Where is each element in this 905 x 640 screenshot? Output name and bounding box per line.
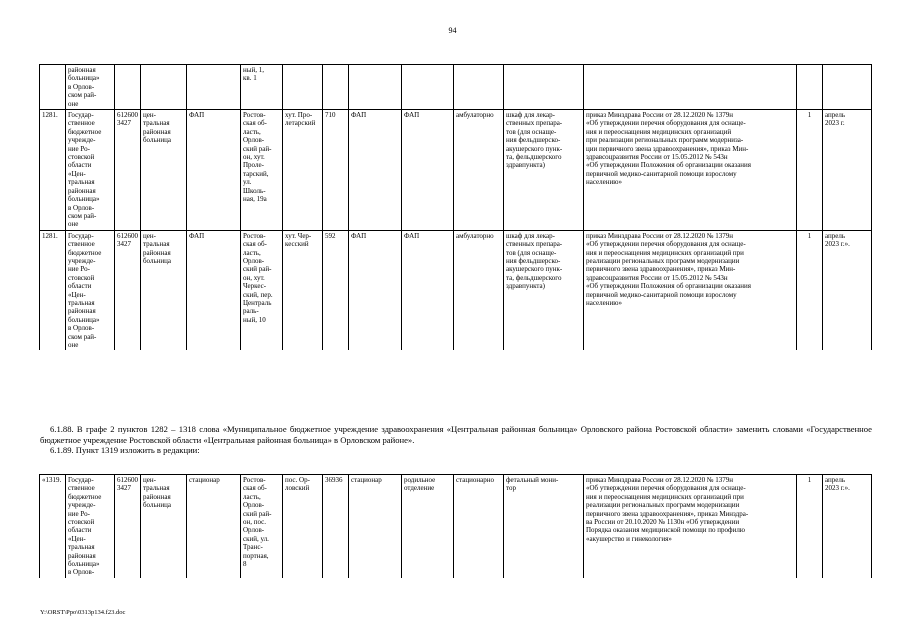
- table-cell: [584, 230, 797, 350]
- table-cell: [40, 65, 66, 110]
- cell-text: шкаф для лекар- ственных препара- тов (для оснаще- ния фельдшерско- акушерского пунк- та, фельдшерского здравпункта): [506, 231, 563, 291]
- table-row: [40, 65, 872, 110]
- cell-text: Ростов- ская об- ласть, Орлов- ский рай- он, хут. Черкес- ский, пер. Централь раль- ный, 10: [243, 231, 273, 324]
- cell-text: хут. Про- летарский: [285, 111, 316, 128]
- table-cell: [241, 65, 283, 110]
- table-cell: [584, 110, 797, 231]
- cell-text: 612600 3427: [117, 231, 138, 249]
- cell-text: апрель 2023 г.».: [825, 231, 850, 249]
- cell-text: 1281.: [42, 231, 58, 240]
- table-cell: [187, 110, 241, 231]
- table-cell: [402, 110, 454, 231]
- table-cell: [349, 475, 402, 578]
- table-cell: [402, 65, 454, 110]
- cell-text: ФАП: [404, 231, 420, 240]
- table-cell: [823, 110, 872, 231]
- table-cell: [454, 475, 504, 578]
- paragraph-6-1-88: 6.1.88. В графе 2 пунктов 1282 – 1318 слова «Муниципальное бюджетное учреждение здравоохранения «Центральная районная больница» Орловского района Ростовской области» заменить словами «Государственное бюджетное учреждение Ростовской области «Центральная районная больница» в Орловском районе».: [40, 424, 872, 445]
- page-number: 94: [448, 26, 457, 35]
- cell-text: амбулаторно: [456, 111, 494, 120]
- cell-text: приказ Минздрава России от 28.12.2020 № 1379н «Об утверждении перечня оборудования для оснаще- ния и переоснащения медицинских организаций при реализации региональных программ модерниза- ции первичного звена здравоохранения», приказ Мин- здравсоцразвития России от 15.05.2012 № 543н «Об утверждении Положения об организации оказания первичной медико-санитарной помощи взрослому населению»: [586, 111, 752, 187]
- table-cell: [504, 475, 584, 578]
- footer-file-path: Y:\ORST\Ppo\0313p134.f23.doc: [40, 609, 126, 616]
- cell-text: ФАП: [404, 111, 420, 120]
- table-cell: [40, 230, 66, 350]
- table-cell: [141, 230, 187, 350]
- table-cell: [797, 230, 823, 350]
- table-row: [40, 110, 872, 231]
- cell-text: Ростов- ская об- ласть, Орлов- ский рай- он, хут. Проле- тарский, ул. Школь- ная, 19а: [243, 111, 272, 204]
- table-cell: [283, 65, 323, 110]
- table-cell: [187, 475, 241, 578]
- cell-text: 1: [807, 231, 812, 240]
- table-cell: [823, 475, 872, 578]
- table-cell: [323, 65, 349, 110]
- cell-text: фетальный мони- тор: [506, 476, 559, 493]
- cell-text: 710: [325, 111, 336, 120]
- cell-text: приказ Минздрава России от 28.12.2020 № 1379н «Об утверждении перечня оборудования для оснаще- ния и переоснащения медицинских организаций при реализации региональных программ модернизации первичного звена здравоохранения», приказ Минздра- ва России от 20.10.2020 № 1130н «Об утверждении Порядка оказания медицинской помощи по профилю «акушерство и гинекология»: [586, 476, 749, 543]
- cell-text: 1: [807, 476, 812, 484]
- cell-text: апрель 2023 г.».: [825, 476, 850, 493]
- table-cell: [454, 110, 504, 231]
- table-cell: [141, 475, 187, 578]
- table-cell: [283, 475, 323, 578]
- cell-text: районная больница» в Орлов- ском рай- оне: [68, 66, 100, 108]
- table-cell: [115, 475, 141, 578]
- cell-text: апрель 2023 г.: [825, 111, 846, 128]
- table-cell: [283, 230, 323, 350]
- cell-text: стационар: [189, 476, 220, 484]
- cell-text: Государ- ственное бюджетное учрежде- ние Ро- стовской области «Цен- тральная районная больница» в Орлов-: [68, 476, 102, 577]
- cell-text: Государ- ственное бюджетное учрежде- ние Ро- стовской области «Цен- тральная районная больница» в Орлов- ском рай- оне: [68, 231, 102, 349]
- cell-text: пос. Ор- ловский: [285, 476, 310, 493]
- table-new-item: [39, 474, 872, 578]
- cell-text: амбулаторно: [456, 231, 494, 240]
- table-cell: [349, 230, 402, 350]
- table-cell: [241, 475, 283, 578]
- cell-text: 1281.: [42, 111, 58, 120]
- cell-text: 592: [325, 231, 336, 240]
- table-cell: [349, 110, 402, 231]
- cell-text: Ростов- ская об- ласть, Орлов- ский рай- он, пос. Орлов- ский, ул. Транс- портная, 8: [243, 476, 272, 569]
- cell-text: ФАП: [189, 231, 205, 240]
- table-cell: [402, 230, 454, 350]
- table-cell: [349, 65, 402, 110]
- cell-text: ный, 1, кв. 1: [243, 66, 264, 83]
- table-cell: [504, 110, 584, 231]
- cell-text: цен- тральная районная больница: [143, 231, 171, 265]
- table-cell: [66, 110, 115, 231]
- table-row: [40, 475, 872, 578]
- cell-text: Государ- ственное бюджетное учрежде- ние Ро- стовской области «Цен- тральная районная больница» в Орлов- ском рай- оне: [68, 111, 102, 229]
- cell-text: хут. Чер- кесский: [285, 231, 312, 249]
- table-cell: [323, 110, 349, 231]
- cell-text: приказ Минздрава России от 28.12.2020 № 1379н «Об утверждении перечня оборудования для оснаще- ния и переоснащения медицинских организаций при реализации региональных программ модернизации первичного звена здравоохранения», приказ Мин- здравсоцразвития России от 15.05.2012 № 543н «Об утверждении Положения об организации оказания первичной медико-санитарной помощи взрослому населению»: [586, 231, 752, 307]
- table-cell: [584, 475, 797, 578]
- table-cell: [823, 65, 872, 110]
- table-cell: [402, 475, 454, 578]
- table-cell: [241, 110, 283, 231]
- table-continued: [39, 64, 872, 350]
- table-cell: [797, 475, 823, 578]
- table-cell: [40, 475, 66, 578]
- table-cell: [323, 230, 349, 350]
- table-cell: [584, 65, 797, 110]
- table-cell: [66, 475, 115, 578]
- cell-text: цен- тральная районная больница: [143, 476, 171, 510]
- table-cell: [823, 230, 872, 350]
- table-cell: [141, 65, 187, 110]
- table-cell: [66, 230, 115, 350]
- table-cell: [66, 65, 115, 110]
- table-cell: [115, 230, 141, 350]
- table-cell: [797, 65, 823, 110]
- table-cell: [504, 65, 584, 110]
- cell-text: «1319.: [42, 476, 62, 484]
- table-cell: [504, 230, 584, 350]
- cell-text: 612600 3427: [117, 111, 138, 128]
- table-cell: [187, 230, 241, 350]
- table-cell: [454, 230, 504, 350]
- table-cell: [115, 110, 141, 231]
- table-row: [40, 230, 872, 350]
- cell-text: стационарно: [456, 476, 494, 484]
- table-cell: [141, 110, 187, 231]
- cell-text: ФАП: [351, 231, 367, 240]
- cell-text: шкаф для лекар- ственных препара- тов (для оснаще- ния фельдшерско- акушерского пунк- та, фельдшерского здравпункта): [506, 111, 563, 170]
- cell-text: ФАП: [351, 111, 367, 120]
- cell-text: 1: [807, 111, 812, 120]
- table-cell: [187, 65, 241, 110]
- table-cell: [797, 110, 823, 231]
- table-body: [40, 65, 872, 351]
- cell-text: ФАП: [189, 111, 205, 120]
- table-cell: [323, 475, 349, 578]
- table-cell: [115, 65, 141, 110]
- cell-text: цен- тральная районная больница: [143, 111, 171, 145]
- table-cell: [40, 110, 66, 231]
- paragraph-6-1-89: 6.1.89. Пункт 1319 изложить в редакции:: [50, 445, 200, 455]
- cell-text: 612600 3427: [117, 476, 138, 493]
- cell-text: стационар: [351, 476, 382, 484]
- table-cell: [454, 65, 504, 110]
- table-cell: [283, 110, 323, 231]
- table-cell: [241, 230, 283, 350]
- cell-text: родильное отделение: [404, 476, 436, 493]
- table-body: [40, 475, 872, 578]
- cell-text: 36936: [325, 476, 343, 484]
